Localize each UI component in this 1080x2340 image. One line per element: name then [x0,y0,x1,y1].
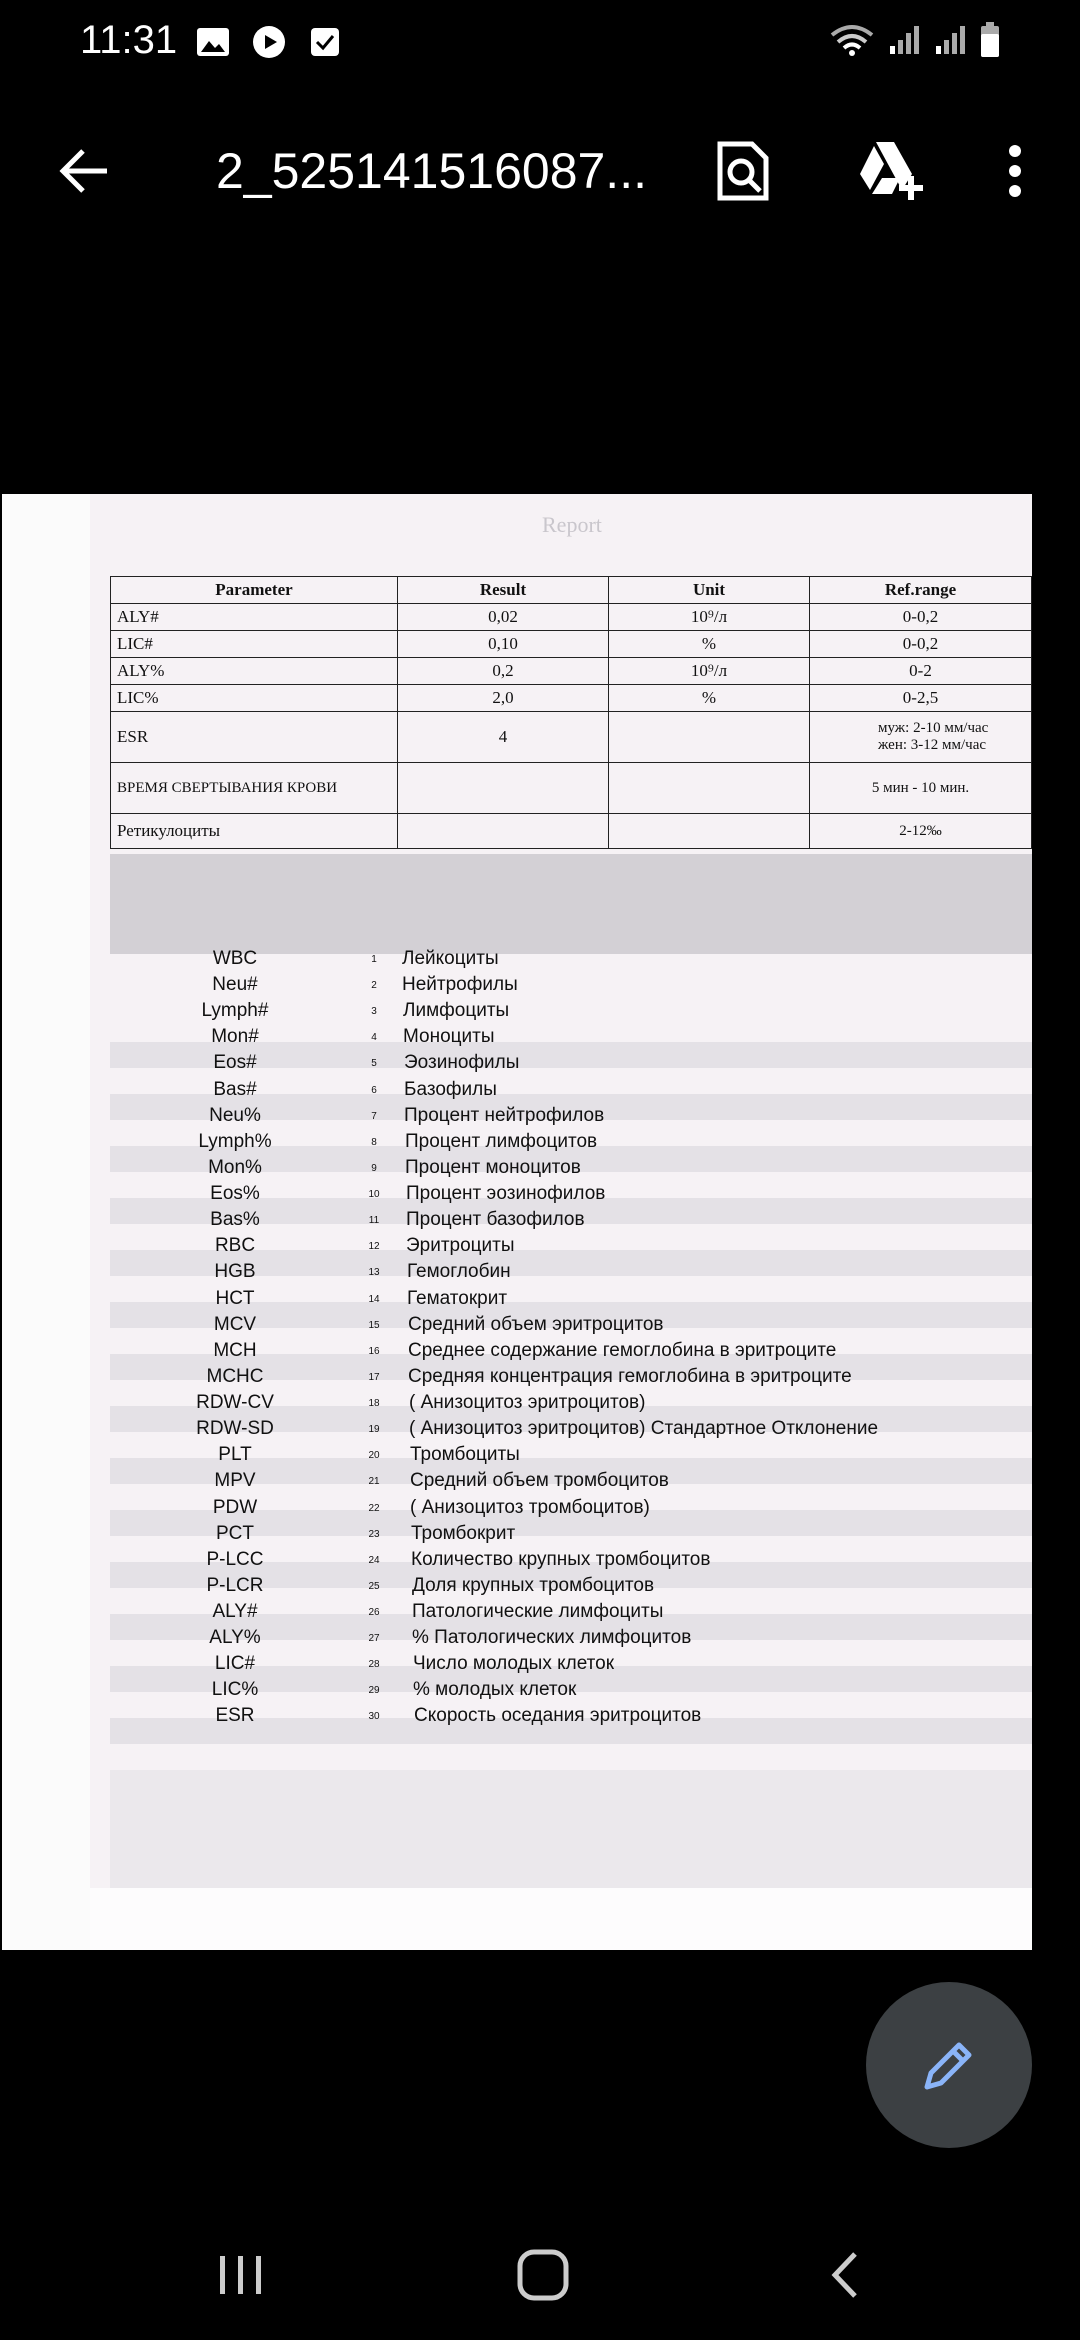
legend-row [2,1026,1032,1052]
check-box-icon [307,24,343,60]
legend-row [2,1653,1032,1679]
legend-code: RBC [214,1235,256,1256]
row-unit: 10⁹/л [609,604,810,631]
ghost-report-title: Report [542,512,602,537]
legend-number: 13 [368,1267,380,1278]
legend-code: P-LCR [206,1575,264,1596]
legend-number: 4 [371,1032,377,1043]
legend-number: 3 [371,1006,377,1017]
legend-code: PCT [216,1523,254,1544]
row-name: ESR [111,712,398,763]
recent-apps-button[interactable] [196,2240,286,2310]
legend-row [2,1418,1032,1444]
legend-number: 20 [368,1450,380,1461]
more-options-button[interactable] [980,136,1050,206]
legend-description: Гематокрит [407,1288,508,1309]
legend-number: 11 [368,1215,380,1226]
legend-description: Средняя концентрация гемоглобина в эритроците [408,1366,852,1387]
legend-number: 25 [368,1581,380,1592]
legend-number: 6 [371,1085,377,1096]
row-result: 2,0 [398,685,609,712]
legend-description: Процент нейтрофилов [404,1105,605,1126]
status-time: 11:31 [80,18,178,62]
legend-row [2,1000,1032,1026]
legend-number: 1 [371,954,377,965]
legend-description: Тромбокрит [411,1523,516,1544]
add-to-drive-icon [856,140,926,202]
legend-number: 18 [368,1398,380,1409]
legend-number: 10 [368,1189,380,1200]
legend-row [2,1079,1032,1105]
abbreviation-legend [2,494,1032,1950]
legend-number: 16 [368,1346,380,1357]
header-parameter: Parameter [111,577,398,604]
pencil-icon [919,2035,979,2095]
legend-description: Процент моноцитов [405,1157,581,1178]
legend-row [2,1523,1032,1549]
recent-apps-icon [216,2250,266,2300]
document-page [2,494,1032,1950]
legend-description: Число молодых клеток [413,1653,615,1674]
legend-description: Гемоглобин [407,1261,511,1282]
search-document-button[interactable] [708,136,778,206]
legend-code: ALY# [212,1601,258,1622]
legend-description: ( Анизоцитоз тромбоцитов) [410,1497,650,1518]
row-result: 0,02 [398,604,609,631]
legend-description: Среднее содержание гемоглобина в эритроците [408,1340,837,1361]
back-icon [825,2250,865,2300]
legend-code: Bas# [213,1079,257,1100]
wifi-icon [830,23,874,57]
legend-number: 7 [371,1111,377,1122]
legend-code: RDW-SD [196,1418,274,1439]
legend-row [2,948,1032,974]
home-button[interactable] [498,2240,588,2310]
legend-row [2,1288,1032,1314]
legend-row [2,1497,1032,1523]
legend-code: MCV [213,1314,257,1335]
back-nav-button[interactable] [800,2240,890,2310]
legend-code: Neu# [212,974,258,995]
search-document-icon [716,140,770,202]
legend-code: HCT [215,1288,255,1309]
legend-code: Bas% [210,1209,260,1230]
legend-description: Эритроциты [406,1235,515,1256]
row-result: 0,2 [398,658,609,685]
legend-row [2,1392,1032,1418]
legend-number: 30 [368,1711,380,1722]
legend-description: Лейкоциты [402,948,499,969]
legend-code: MPV [214,1470,256,1491]
legend-description: Доля крупных тромбоцитов [412,1575,655,1596]
legend-description: % Патологических лимфоцитов [412,1627,692,1648]
legend-code: PDW [212,1497,258,1518]
row-ref: 0-0,2 [810,631,1032,658]
legend-row [2,1575,1032,1601]
row-ref: 5 мин - 10 мин. [810,763,1032,814]
legend-code: Mon% [208,1157,262,1178]
legend-number: 29 [368,1685,380,1696]
home-icon [516,2248,570,2302]
legend-code: Neu% [209,1105,261,1126]
legend-code: RDW-CV [196,1392,274,1413]
legend-description: Процент эозинофилов [406,1183,606,1204]
more-vert-icon [1005,143,1025,199]
legend-description: Базофилы [404,1079,497,1100]
legend-number: 26 [368,1607,380,1618]
header-ref-range: Ref.range [810,577,1032,604]
signal-icon [888,24,920,56]
file-title: 2_525141516087... [216,143,647,199]
legend-code: Eos% [210,1183,260,1204]
legend-description: % молодых клеток [413,1679,577,1700]
legend-number: 27 [368,1633,380,1644]
legend-row [2,1235,1032,1261]
legend-row [2,1157,1032,1183]
legend-number: 19 [368,1424,380,1435]
legend-code: Eos# [213,1052,257,1073]
row-unit: % [609,685,810,712]
legend-row [2,1131,1032,1157]
status-left-icons [195,24,343,60]
row-name: LIC% [111,685,398,712]
legend-row [2,1314,1032,1340]
row-ref: 0-0,2 [810,604,1032,631]
legend-row [2,1209,1032,1235]
row-name: ALY% [111,658,398,685]
legend-number: 17 [368,1372,380,1383]
legend-number: 24 [368,1555,380,1566]
legend-row [2,1601,1032,1627]
legend-description: Лимфоциты [403,1000,510,1021]
legend-number: 21 [368,1476,380,1487]
row-unit: % [609,631,810,658]
status-right-icons [830,22,1000,58]
row-ref: 0-2 [810,658,1032,685]
legend-description: ( Анизоцитоз эритроцитов) [409,1392,646,1413]
legend-row [2,1444,1032,1470]
legend-number: 12 [368,1241,380,1252]
legend-row [2,1052,1032,1078]
legend-description: Скорость оседания эритроцитов [414,1705,702,1726]
legend-row [2,1340,1032,1366]
status-bar [0,0,1080,84]
legend-description: Процент лимфоцитов [405,1131,598,1152]
legend-row [2,1679,1032,1705]
row-name: LIC# [111,631,398,658]
legend-row [2,1105,1032,1131]
legend-number: 9 [371,1163,377,1174]
legend-code: MCHC [206,1366,264,1387]
row-ref: 2-12‰ [810,814,1032,849]
legend-description: ( Анизоцитоз эритроцитов) Стандартное Отклонение [409,1418,879,1439]
legend-code: ALY% [209,1627,261,1648]
legend-code: LIC# [214,1653,256,1674]
edit-fab[interactable] [866,1982,1032,2148]
legend-number: 5 [371,1058,377,1069]
legend-row [2,1705,1032,1731]
legend-description: Нейтрофилы [402,974,518,995]
header-result: Result [398,577,609,604]
legend-description: Средний объем эритроцитов [408,1314,664,1335]
legend-row [2,1261,1032,1287]
row-ref: муж: 2-10 мм/час жен: 3-12 мм/час [810,712,1032,763]
legend-row [2,1470,1032,1496]
legend-number: 15 [368,1320,380,1331]
legend-code: PLT [218,1444,252,1465]
battery-icon [980,22,1000,58]
play-icon [251,24,287,60]
back-button[interactable] [50,136,120,206]
legend-row [2,1627,1032,1653]
legend-code: ESR [215,1705,255,1726]
row-name: ALY# [111,604,398,631]
legend-code: MCH [213,1340,257,1361]
legend-number: 28 [368,1659,380,1670]
legend-description: Эозинофилы [404,1052,520,1073]
row-name: Ретикулоциты [111,814,398,849]
legend-row [2,1549,1032,1575]
header-unit: Unit [609,577,810,604]
row-name: ВРЕМЯ СВЕРТЫВАНИЯ КРОВИ [111,763,398,814]
legend-code: LIC% [211,1679,259,1700]
signal-icon [934,24,966,56]
legend-code: WBC [212,948,258,969]
row-result: 4 [398,712,609,763]
legend-code: Lymph# [201,1000,269,1021]
legend-row [2,1366,1032,1392]
legend-description: Патологические лимфоциты [412,1601,664,1622]
legend-code: P-LCC [206,1549,264,1570]
legend-number: 8 [371,1137,377,1148]
navigation-bar [0,2200,1080,2340]
arrow-back-icon [57,143,113,199]
legend-row [2,974,1032,1000]
row-unit: 10⁹/л [609,658,810,685]
legend-row [2,1183,1032,1209]
legend-description: Средний объем тромбоцитов [410,1470,669,1491]
row-result: 0,10 [398,631,609,658]
legend-code: Lymph% [198,1131,272,1152]
legend-number: 22 [368,1503,380,1514]
app-bar [0,120,1080,220]
legend-number: 14 [368,1294,380,1305]
row-ref: 0-2,5 [810,685,1032,712]
legend-description: Моноциты [403,1026,495,1047]
gallery-icon [195,24,231,60]
add-to-drive-button[interactable] [856,136,926,206]
legend-number: 2 [371,980,377,991]
legend-description: Тромбоциты [410,1444,520,1465]
legend-number: 23 [368,1529,380,1540]
legend-description: Процент базофилов [406,1209,585,1230]
legend-code: HGB [214,1261,256,1282]
legend-description: Количество крупных тромбоцитов [411,1549,711,1570]
legend-code: Mon# [211,1026,259,1047]
